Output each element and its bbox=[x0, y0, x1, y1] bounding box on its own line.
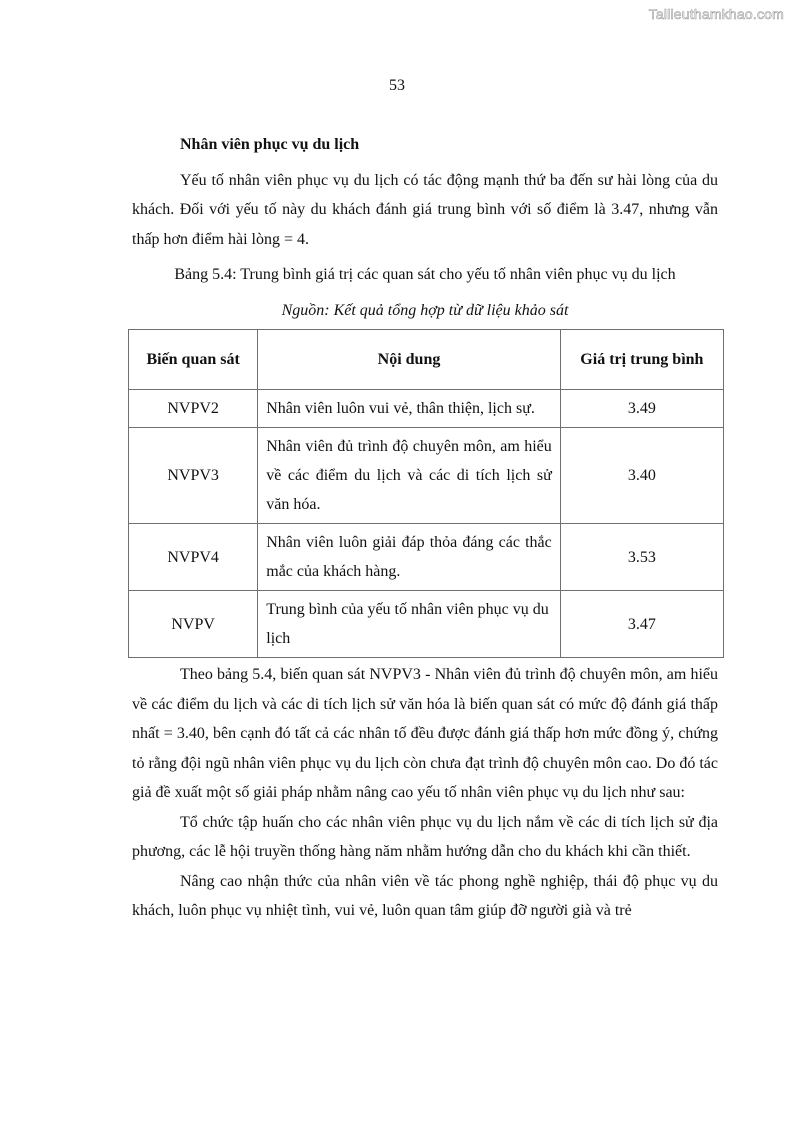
cell-value: 3.40 bbox=[560, 428, 723, 524]
cell-value: 3.49 bbox=[560, 390, 723, 428]
solution-paragraph-awareness: Nâng cao nhận thức của nhân viên về tác phong nghề nghiệp, thái độ phục vụ du khách, luôn phục vụ nhiệt tình, vui vẻ, luôn quan tâm giúp đỡ người già và trẻ bbox=[132, 872, 718, 919]
table-row bbox=[129, 591, 724, 658]
solution-paragraph-training: Tổ chức tập huấn cho các nhân viên phục vụ du lịch nắm về các di tích lịch sử địa phương, các lễ hội truyền thống hàng năm nhằm hướng dẫn cho du khách khi cần thiết. bbox=[132, 813, 718, 860]
table-caption: Bảng 5.4: Trung bình giá trị các quan sát cho yếu tố nhân viên phục vụ du lịch bbox=[174, 266, 676, 283]
header-variable: Biến quan sát bbox=[129, 330, 258, 390]
cell-content: Nhân viên luôn vui vẻ, thân thiện, lịch sự. bbox=[258, 390, 561, 428]
cell-content: Nhân viên luôn giải đáp thỏa đáng các thắc mắc của khách hàng. bbox=[258, 524, 561, 591]
cell-code: NVPV4 bbox=[129, 524, 258, 591]
table-row bbox=[129, 390, 724, 428]
section-heading: Nhân viên phục vụ du lịch bbox=[180, 136, 360, 153]
header-content: Nội dung bbox=[258, 330, 561, 390]
cell-content: Nhân viên đủ trình độ chuyên môn, am hiểu về các điểm du lịch và các di tích lịch sử văn hóa. bbox=[258, 428, 561, 524]
data-table bbox=[128, 329, 724, 658]
cell-value: 3.47 bbox=[560, 591, 723, 658]
watermark-text: Tailieuthamkhao.com bbox=[648, 6, 784, 22]
page-number: 53 bbox=[389, 77, 405, 94]
cell-code: NVPV bbox=[129, 591, 258, 658]
header-mean-value: Giá trị trung bình bbox=[560, 330, 723, 390]
table-row bbox=[129, 524, 724, 591]
table-row bbox=[129, 428, 724, 524]
analysis-paragraph: Theo bảng 5.4, biến quan sát NVPV3 - Nhân viên đủ trình độ chuyên môn, am hiểu về các điểm du lịch và các di tích lịch sử văn hóa là biến quan sát có mức độ đánh giá thấp nhất = 3.40, bên cạnh đó tất cả các nhân tố đều được đánh giá thấp hơn mức đồng ý, chứng tỏ rằng đội ngũ nhân viên phục vụ du lịch còn chưa đạt trình độ chuyên môn cao. Do đó tác giả đề xuất một số giải pháp nhằm nâng cao yếu tố nhân viên phục vụ du lịch như sau: bbox=[132, 666, 718, 801]
intro-paragraph: Yếu tố nhân viên phục vụ du lịch có tác động mạnh thứ ba đến sư hài lòng của du khách. Đối với yếu tố này du khách đánh giá trung bình với số điểm là 3.47, nhưng vẫn thấp hơn điểm hài lòng = 4. bbox=[132, 171, 718, 248]
cell-value: 3.53 bbox=[560, 524, 723, 591]
cell-code: NVPV3 bbox=[129, 428, 258, 524]
table-source: Nguồn: Kết quả tổng hợp từ dữ liệu khảo sát bbox=[281, 301, 569, 319]
table-header-row bbox=[129, 330, 724, 390]
cell-content: Trung bình của yếu tố nhân viên phục vụ du lịch bbox=[258, 591, 561, 658]
document-body bbox=[132, 130, 718, 926]
cell-code: NVPV2 bbox=[129, 390, 258, 428]
